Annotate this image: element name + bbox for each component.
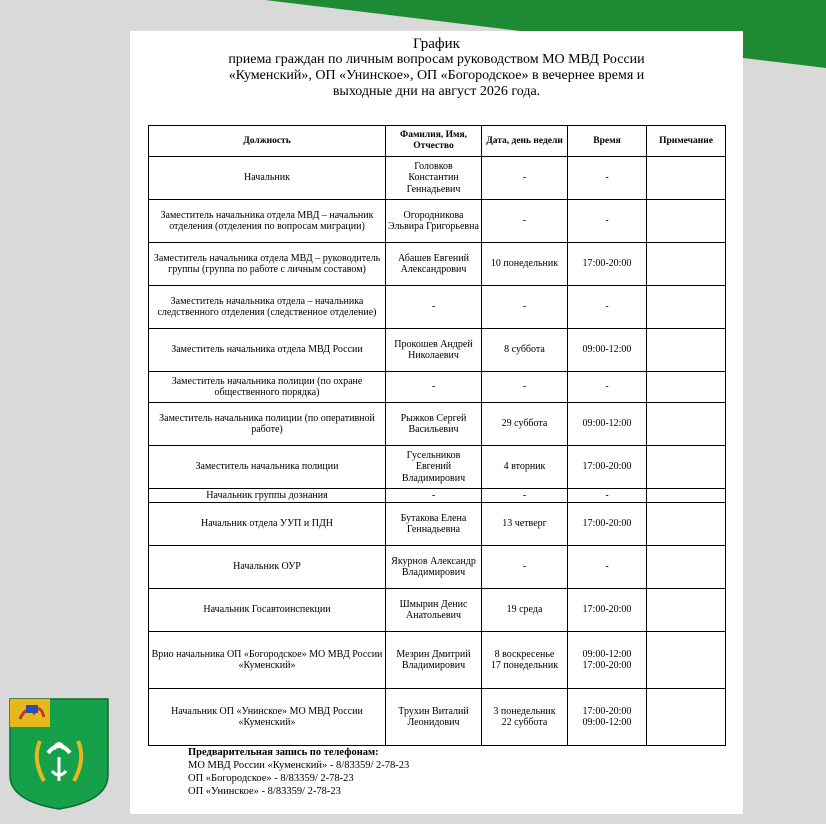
cell-note bbox=[647, 157, 726, 200]
table-row bbox=[149, 403, 726, 446]
header-note: Примечание bbox=[647, 126, 726, 157]
cell-position: Заместитель начальника отдела МВД – начальник отделения (отделения по вопросам миграции) bbox=[149, 200, 386, 243]
table-row bbox=[149, 546, 726, 589]
cell-date-second: 17 понедельник bbox=[490, 660, 559, 671]
cell-name: Огородникова Эльвира Григорьевна bbox=[386, 200, 482, 243]
cell-note bbox=[647, 446, 726, 489]
title-line-4: выходные дни на август 2026 года. bbox=[332, 84, 541, 99]
table-row bbox=[149, 689, 726, 746]
cell-position: Заместитель начальника отдела МВД России bbox=[149, 329, 386, 372]
cell-position: Начальник отдела УУП и ПДН bbox=[149, 503, 386, 546]
cell-time: 17:00-20:00 bbox=[568, 503, 647, 546]
table-row bbox=[149, 372, 726, 403]
reception-schedule-table bbox=[148, 125, 726, 746]
cell-date bbox=[482, 632, 568, 689]
cell-date: 8 суббота bbox=[482, 329, 568, 372]
table-row bbox=[149, 632, 726, 689]
cell-name: Шмырин Денис Анатольевич bbox=[386, 589, 482, 632]
phone-line: ОП «Богородское» - 8/83359/ 2-78-23 bbox=[188, 773, 354, 784]
table-row bbox=[149, 589, 726, 632]
cell-position: Начальник ОУР bbox=[149, 546, 386, 589]
table-row bbox=[149, 157, 726, 200]
cell-name: Прокошев Андрей Николаевич bbox=[386, 329, 482, 372]
cell-date-first: 3 понедельник bbox=[493, 705, 556, 717]
table-header-row bbox=[149, 126, 726, 157]
cell-date: 10 понедельник bbox=[482, 243, 568, 286]
table-row bbox=[149, 286, 726, 329]
cell-position: Заместитель начальника полиции (по охране общественного порядка) bbox=[149, 372, 386, 403]
cell-date: - bbox=[482, 157, 568, 200]
cell-note bbox=[647, 589, 726, 632]
cell-time: - bbox=[568, 489, 647, 503]
cell-date: 13 четверг bbox=[482, 503, 568, 546]
header-position: Должность bbox=[149, 126, 386, 157]
cell-date bbox=[482, 689, 568, 746]
cell-note bbox=[647, 329, 726, 372]
cell-time-second: 17:00-20:00 bbox=[582, 660, 632, 671]
cell-date: - bbox=[482, 200, 568, 243]
cell-position: Начальник bbox=[149, 157, 386, 200]
cell-note bbox=[647, 403, 726, 446]
cell-name: Рыжков Сергей Васильевич bbox=[386, 403, 482, 446]
cell-name: - bbox=[386, 489, 482, 503]
cell-time-first: 09:00-12:00 bbox=[582, 648, 632, 660]
cell-note bbox=[647, 243, 726, 286]
cell-note bbox=[647, 286, 726, 329]
district-emblem-icon bbox=[8, 697, 110, 811]
document-title bbox=[130, 36, 743, 100]
title-line-3: «Куменский», ОП «Унинское», ОП «Богородское» в вечернее время и bbox=[228, 68, 645, 83]
phone-footer bbox=[188, 746, 409, 798]
table-row bbox=[149, 446, 726, 489]
cell-time: - bbox=[568, 286, 647, 329]
cell-name: - bbox=[386, 286, 482, 329]
table-row bbox=[149, 243, 726, 286]
cell-time: 17:00-20:00 bbox=[568, 243, 647, 286]
cell-position: Начальник группы дознания bbox=[149, 489, 386, 503]
phone-heading: Предварительная запись по телефонам: bbox=[188, 747, 379, 758]
cell-position: Начальник ОП «Унинское» МО МВД России «Куменский» bbox=[149, 689, 386, 746]
cell-note bbox=[647, 200, 726, 243]
header-name: Фамилия, Имя, Отчество bbox=[386, 126, 482, 157]
schedule-document bbox=[130, 31, 743, 814]
cell-name: Трухин Виталий Леонидович bbox=[386, 689, 482, 746]
cell-date-first: 8 воскресенье bbox=[494, 648, 555, 660]
cell-time-first: 17:00-20:00 bbox=[582, 705, 632, 717]
cell-time: 17:00-20:00 bbox=[568, 446, 647, 489]
cell-date: 29 суббота bbox=[482, 403, 568, 446]
cell-name: Мезрин Дмитрий Владимирович bbox=[386, 632, 482, 689]
cell-time bbox=[568, 689, 647, 746]
cell-time: 09:00-12:00 bbox=[568, 403, 647, 446]
phone-line: МО МВД России «Куменский» - 8/83359/ 2-78-23 bbox=[188, 760, 410, 771]
cell-position: Начальник Госавтоинспекции bbox=[149, 589, 386, 632]
header-date: Дата, день недели bbox=[482, 126, 568, 157]
cell-time: - bbox=[568, 372, 647, 403]
cell-time: 17:00-20:00 bbox=[568, 589, 647, 632]
cell-note bbox=[647, 489, 726, 503]
header-time: Время bbox=[568, 126, 647, 157]
cell-time: - bbox=[568, 200, 647, 243]
cell-date: - bbox=[482, 372, 568, 403]
cell-name: Абашев Евгений Александрович bbox=[386, 243, 482, 286]
cell-note bbox=[647, 632, 726, 689]
cell-date: 19 среда bbox=[482, 589, 568, 632]
cell-time: 09:00-12:00 bbox=[568, 329, 647, 372]
cell-position: Заместитель начальника отдела – начальника следственного отделения (следственное отделение) bbox=[149, 286, 386, 329]
cell-name: Бутакова Елена Геннадьевна bbox=[386, 503, 482, 546]
cell-note bbox=[647, 503, 726, 546]
table-row bbox=[149, 200, 726, 243]
cell-date: - bbox=[482, 489, 568, 503]
cell-time: - bbox=[568, 157, 647, 200]
cell-date: 4 вторник bbox=[482, 446, 568, 489]
cell-name: Якурнов Александр Владимирович bbox=[386, 546, 482, 589]
cell-date: - bbox=[482, 286, 568, 329]
cell-name: Гусельников Евгений Владимирович bbox=[386, 446, 482, 489]
phone-line: ОП «Унинское» - 8/83359/ 2-78-23 bbox=[188, 786, 341, 797]
cell-note bbox=[647, 689, 726, 746]
cell-time bbox=[568, 632, 647, 689]
cell-position: Заместитель начальника полиции (по оперативной работе) bbox=[149, 403, 386, 446]
cell-note bbox=[647, 546, 726, 589]
table-row bbox=[149, 503, 726, 546]
cell-time-second: 09:00-12:00 bbox=[582, 717, 632, 728]
cell-name: - bbox=[386, 372, 482, 403]
cell-date-second: 22 суббота bbox=[501, 717, 548, 728]
table-row bbox=[149, 489, 726, 503]
cell-date: - bbox=[482, 546, 568, 589]
cell-position: Заместитель начальника отдела МВД – руководитель группы (группа по работе с личным составом) bbox=[149, 243, 386, 286]
cell-position: Заместитель начальника полиции bbox=[149, 446, 386, 489]
title-line-1: График bbox=[413, 36, 460, 52]
cell-note bbox=[647, 372, 726, 403]
cell-time: - bbox=[568, 546, 647, 589]
cell-position: Врио начальника ОП «Богородское» МО МВД России «Куменский» bbox=[149, 632, 386, 689]
title-line-2: приема граждан по личным вопросам руководством МО МВД России bbox=[228, 52, 645, 67]
table-row bbox=[149, 329, 726, 372]
cell-name: Головков Константин Геннадьевич bbox=[386, 157, 482, 200]
